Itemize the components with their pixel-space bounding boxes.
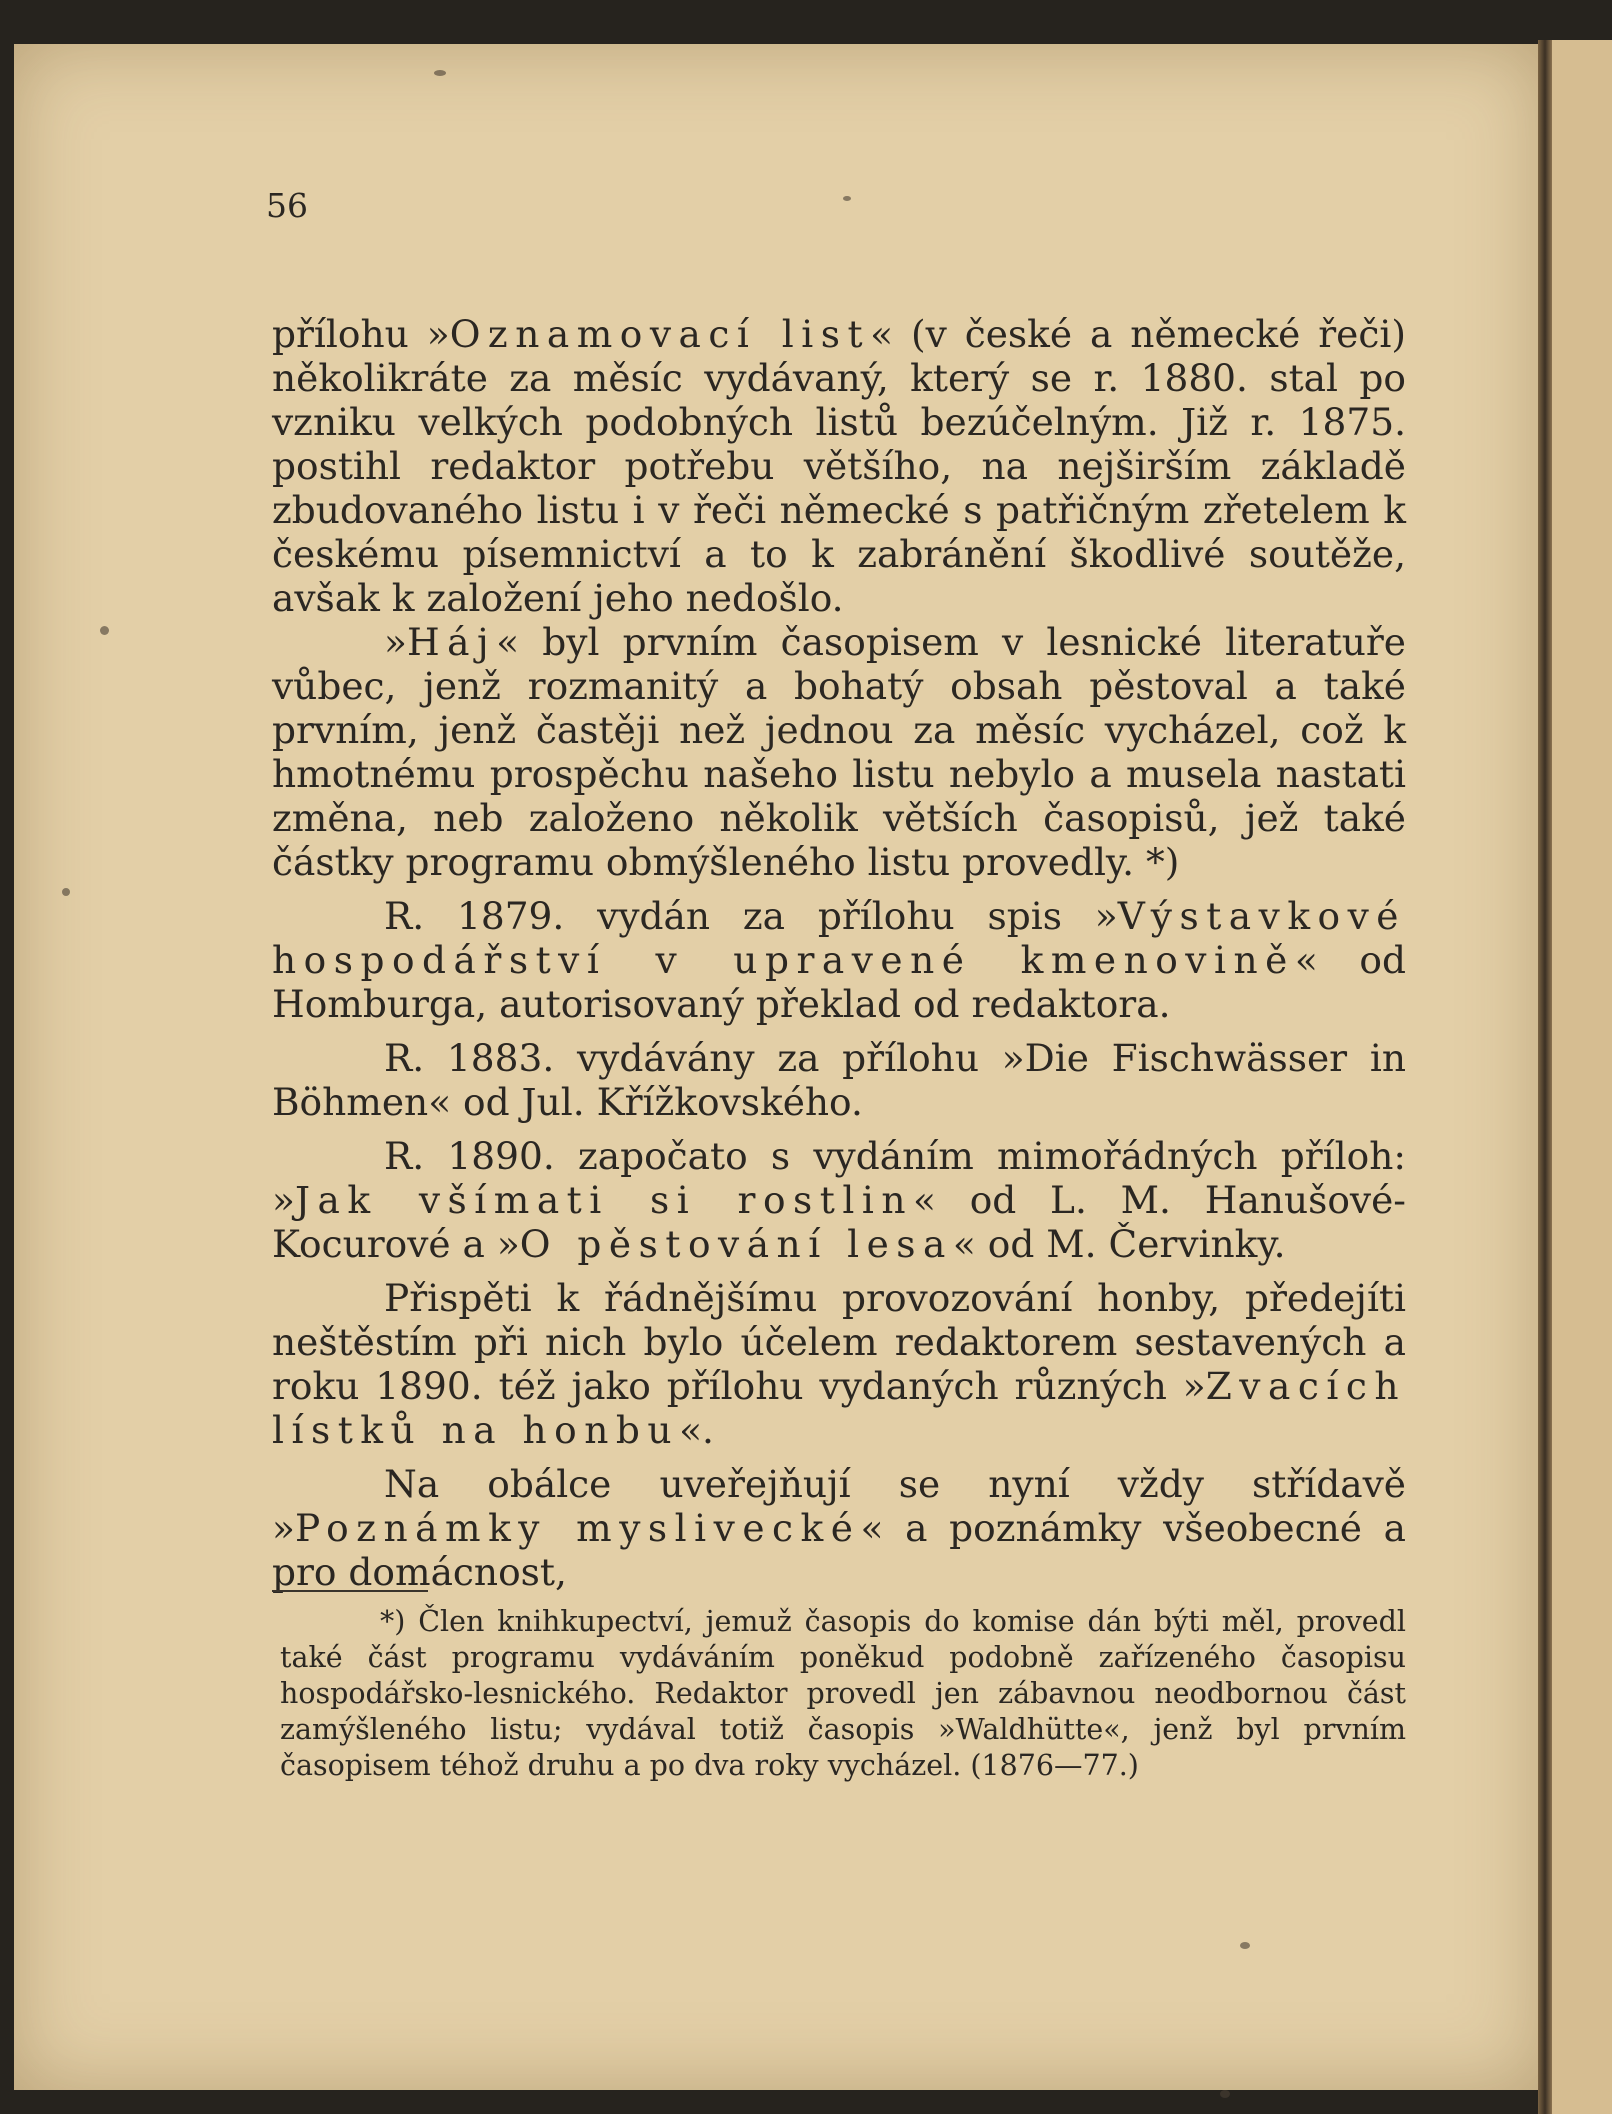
paragraph-text: R. 1883. vydávány za přílohu »Die Fischwässer in Böhmen« od Jul. Křížkovského. <box>272 1036 1406 1124</box>
paragraph <box>272 1036 1406 1124</box>
paragraph-text: přílohu » <box>272 312 450 356</box>
spaced-emphasis-text: Zvacích lístků na honbu <box>272 1364 1406 1452</box>
paragraph <box>272 1462 1406 1594</box>
paragraph-text: « od L. M. Hanušové-Kocurové a » <box>272 1178 1406 1266</box>
paragraph-text: «. <box>679 1408 714 1452</box>
paper-fleck <box>62 888 70 896</box>
facing-page-edge <box>1548 40 1612 2114</box>
paragraph-text: « a poznámky všeobecné a pro domácnost, <box>272 1506 1406 1594</box>
paragraph-text: » <box>384 620 407 664</box>
paragraph-text: « od Homburga, autorisovaný překlad od redaktora. <box>272 938 1406 1026</box>
paragraph-text: « byl prvním časopisem v lesnické literatuře vůbec, jenž rozmanitý a bohatý obsah pěstoval a také prvním, jenž častěji než jednou za měsíc vycházel, což k hmotnému prospěchu našeho listu nebylo a musela nastati změna, neb založeno několik větších časopisů, jež také částky programu obmýšleného listu provedly. *) <box>272 620 1406 884</box>
paper-fleck <box>843 196 851 201</box>
paragraph <box>272 894 1406 1026</box>
paragraph <box>272 620 1406 884</box>
footnote: *) Člen knihkupectví, jemuž časopis do komise dán býti měl, provedl také část programu vydáváním poněkud podobně zařízeného časopisu hospodářsko-lesnického. Redaktor provedl jen zábavnou neodbornou část zamýšleného listu; vydával totiž časopis »Waldhütte«, jenž byl prvním časopisem téhož druhu a po dva roky vycházel. (1876—77.) <box>280 1605 1406 1782</box>
paper-fleck <box>1240 1942 1250 1949</box>
paragraph-text: R. 1890. započato s vydáním mimořádných příloh: » <box>272 1134 1406 1222</box>
paragraph <box>272 312 1406 620</box>
spaced-emphasis-text: Háj <box>406 620 497 664</box>
spaced-emphasis-text: Jak všímati si rostlin <box>294 1178 913 1222</box>
spaced-emphasis-text: Výstavkové hospodářství v upravené kmenovině <box>272 894 1406 982</box>
paragraph-text: Na obálce uveřejňují se nyní vždy střídavě » <box>272 1462 1406 1550</box>
paragraph-text: R. 1879. vydán za přílohu spis » <box>384 894 1118 938</box>
paragraph <box>272 1276 1406 1452</box>
paragraph-text: Přispěti k řádnějšímu provozování honby, předejíti neštěstím při nich bylo účelem redaktorem sestavených a roku 1890. též jako přílohu vydaných různých » <box>272 1276 1406 1408</box>
paper-fleck <box>434 70 446 76</box>
paper-fleck <box>100 626 109 635</box>
spaced-emphasis-text: O pěstování lesa <box>519 1222 953 1266</box>
book-gutter <box>1538 40 1552 2114</box>
paragraph <box>272 1134 1406 1266</box>
paragraph-text: « (v české a německé řeči) několikráte za měsíc vydávaný, který se r. 1880. stal po vzniku velkých podobných listů bezúčelným. Již r. 1875. postihl redaktor potřebu většího, na nejširším základě zbudovaného listu i v řeči německé s patřičným zřetelem k českému písemnictví a to k zabránění škodlivé soutěže, avšak k založení jeho nedošlo. <box>272 312 1406 620</box>
paper-fleck <box>1220 2090 1230 2098</box>
footnote-rule <box>272 1590 428 1592</box>
page-number: 56 <box>266 186 308 225</box>
body-text <box>272 312 1406 1594</box>
spaced-emphasis-text: Poznámky myslivecké <box>294 1506 861 1550</box>
paragraph-text: « od M. Červinky. <box>952 1222 1286 1266</box>
spaced-emphasis-text: Oznamovací list <box>449 312 871 356</box>
